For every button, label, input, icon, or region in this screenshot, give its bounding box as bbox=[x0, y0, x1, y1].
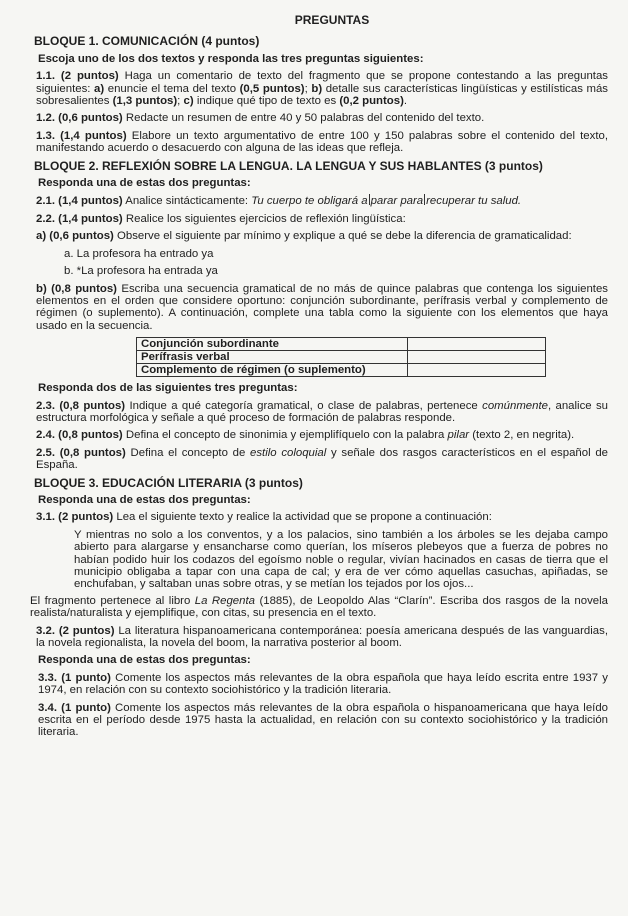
q11-text: ; bbox=[304, 82, 312, 95]
q34-number: 3.4. (1 punto) bbox=[38, 701, 111, 714]
q21-text: Analice sintácticamente: bbox=[122, 195, 252, 208]
option-a: a. La profesora ha entrado ya bbox=[64, 247, 214, 260]
question-2-3 bbox=[36, 400, 608, 425]
table-row bbox=[137, 351, 546, 364]
question-3-3 bbox=[38, 672, 608, 697]
question-2-2 bbox=[36, 213, 608, 225]
question-2-2-a bbox=[36, 230, 608, 242]
question-2-2-b bbox=[36, 283, 608, 333]
q33-number: 3.3. (1 punto) bbox=[38, 671, 111, 684]
q24-text: (texto 2, en negrita). bbox=[469, 429, 575, 442]
question-3-1 bbox=[36, 511, 608, 523]
q31-number: 3.1. (2 puntos) bbox=[36, 511, 114, 524]
block-3-instruction: Responda una de estas dos preguntas: bbox=[38, 493, 251, 506]
q23-text: , analice su estructura morfológica y señale a qué proceso de formación de palabras responde. bbox=[36, 399, 608, 424]
fragment-question bbox=[30, 595, 608, 620]
q11-c: c) bbox=[183, 95, 194, 108]
q23-word: comúnmente bbox=[482, 399, 548, 412]
qb-number: b) (0,8 puntos) bbox=[36, 282, 117, 295]
q21-sentence: recuperar tu salud. bbox=[426, 195, 522, 208]
elements-table bbox=[136, 337, 546, 377]
block-3-heading: BLOQUE 3. EDUCACIÓN LITERARIA (3 puntos) bbox=[34, 475, 303, 490]
block-3-instruction-2: Responda una de estas dos preguntas: bbox=[38, 654, 251, 667]
block-2-heading: BLOQUE 2. REFLEXIÓN SOBRE LA LENGUA. LA LENGUA Y SUS HABLANTES (3 puntos) bbox=[34, 158, 543, 173]
page-title: PREGUNTAS bbox=[294, 13, 370, 27]
handwritten-mark bbox=[424, 194, 425, 205]
question-3-2 bbox=[36, 625, 608, 650]
question-2-4 bbox=[36, 429, 608, 441]
q25-word: estilo coloquial bbox=[250, 446, 327, 459]
q11-b: b) bbox=[311, 82, 323, 95]
q32-number: 3.2. (2 puntos) bbox=[36, 624, 115, 637]
qa-number: a) (0,6 puntos) bbox=[36, 230, 114, 243]
question-1-1 bbox=[36, 70, 608, 107]
table-cell-label: Complemento de régimen (o suplemento) bbox=[137, 364, 408, 377]
q12-number: 1.2. (0,6 puntos) bbox=[36, 112, 123, 125]
q22-text: Realice los siguientes ejercicios de reflexión lingüística: bbox=[122, 212, 406, 225]
q11-points: (0,5 puntos) bbox=[239, 82, 305, 95]
q11-points: (0,2 puntos) bbox=[339, 95, 404, 108]
question-3-4 bbox=[38, 702, 608, 739]
q11-text: indique qué tipo de texto es bbox=[193, 95, 340, 108]
q11-a: a) bbox=[94, 82, 105, 95]
q23-number: 2.3. (0,8 puntos) bbox=[36, 399, 126, 412]
q25-number: 2.5. (0,8 puntos) bbox=[36, 446, 126, 459]
question-2-1 bbox=[36, 194, 608, 207]
question-1-3 bbox=[36, 130, 608, 155]
q11-text: Haga un comentario de texto del fragmento que se propone contestando a las preguntas siguientes: bbox=[36, 70, 608, 95]
q24-word: pilar bbox=[447, 429, 470, 442]
q25-text: Defina el concepto de bbox=[125, 446, 251, 459]
q11-points: (1,3 puntos) bbox=[112, 95, 178, 108]
q11-text: . bbox=[403, 95, 408, 108]
table-cell-empty bbox=[408, 351, 546, 364]
block-2-instruction: Responda una de estas dos preguntas: bbox=[38, 177, 251, 190]
q11-text: detalle sus características lingüísticas y estilísticas más sobresalientes bbox=[36, 82, 608, 108]
q11-text: ; bbox=[177, 95, 184, 108]
block-1-instruction: Escoja uno de los dos textos y responda las tres preguntas siguientes: bbox=[38, 52, 424, 65]
table-cell-empty bbox=[408, 364, 546, 377]
q21-sentence: parar para bbox=[370, 195, 424, 208]
q32-text: La literatura hispanoamericana contemporánea: poesía americana después de las vanguardias, la novela regionalista, la novela del boom, la narrativa posterior al boom. bbox=[36, 624, 608, 650]
block-2-instruction-2: Responda dos de las siguientes tres preguntas: bbox=[38, 382, 298, 395]
question-2-5 bbox=[36, 447, 608, 472]
q22-number: 2.2. (1,4 puntos) bbox=[36, 212, 123, 225]
qa-text: Observe el siguiente par mínimo y explique a qué se debe la diferencia de gramaticalidad: bbox=[113, 230, 572, 243]
qb-text: Escriba una secuencia gramatical de no más de quince palabras que contenga los siguientes elementos en el orden que considere oportuno: conjunción subordinante, perífrasis verbal y complemento de régimen (o suplemento). A continuación, complete una tabla como la siguiente con los elementos que haya usado en la secuencia. bbox=[36, 282, 608, 332]
q24-text: Defina el concepto de sinonimia y ejemplifíquelo con la palabra bbox=[122, 429, 448, 442]
block-1-heading: BLOQUE 1. COMUNICACIÓN (4 puntos) bbox=[34, 34, 260, 49]
q13-text: Elabore un texto argumentativo de entre 100 y 150 palabras sobre el contenido del texto, manifestando acuerdo o desacuerdo con alguna de las ideas que refleja. bbox=[36, 129, 608, 155]
frag-book-title: La Regenta bbox=[194, 594, 255, 607]
q11-text: enuncie el tema del texto bbox=[104, 82, 240, 95]
q34-text: Comente los aspectos más relevantes de la obra española o hispanoamericana que haya leído escrita en el período desde 1975 hasta la actualidad, en relación con su contexto sociohistórico y la tradición literaria. bbox=[38, 701, 609, 739]
table-row bbox=[137, 338, 546, 351]
q24-number: 2.4. (0,8 puntos) bbox=[36, 429, 123, 442]
frag-text: (1885), de Leopoldo Alas “Clarín”. Escriba dos rasgos de la novela realista/naturalista y ejemplifique, con citas, su presencia en el texto. bbox=[30, 594, 608, 620]
table-row bbox=[137, 364, 546, 377]
q12-text: Redacte un resumen de entre 40 y 50 palabras del contenido del texto. bbox=[122, 112, 485, 125]
question-1-2 bbox=[36, 112, 608, 124]
q11-number: 1.1. (2 puntos) bbox=[36, 70, 119, 83]
q21-sentence: Tu cuerpo te obligará a bbox=[251, 195, 368, 208]
option-b: b. *La profesora ha entrada ya bbox=[64, 265, 218, 278]
q33-text: Comente los aspectos más relevantes de la obra española que haya leído escrita entre 1937 y 1974, en relación con su contexto sociohistórico y la tradición literaria. bbox=[38, 671, 608, 697]
q25-text: y señale dos rasgos característicos en el español de España. bbox=[36, 446, 608, 472]
q31-text: Lea el siguiente texto y realice la actividad que se propone a continuación: bbox=[113, 511, 492, 524]
table-cell-label: Perífrasis verbal bbox=[137, 351, 408, 364]
q13-number: 1.3. (1,4 puntos) bbox=[36, 129, 127, 142]
frag-text: El fragmento pertenece al libro bbox=[30, 594, 195, 607]
handwritten-mark bbox=[369, 194, 370, 205]
q21-number: 2.1. (1,4 puntos) bbox=[36, 195, 123, 208]
table-cell-label: Conjunción subordinante bbox=[137, 338, 408, 351]
q23-text: Indique a qué categoría gramatical, o clase de palabras, pertenece bbox=[125, 399, 483, 412]
table-cell-empty bbox=[408, 338, 546, 351]
literary-quote: Y mientras no solo a los conventos, y a los palacios, sino también a los árboles se les dejaba campo abierto para alargarse y ensancharse como querían, los míseros plebeyos que a fuerza de pobres no habían podido huir los codazos del egoísmo noble o regular, vivían hacinados en casas de tierra que el municipio obligaba a tapar con una capa de cal; y era de ver cómo aquellas casuchas, apiñadas, se enchufaban, y saltaban unas sobre otras, y se metían los tejados por los ojos... bbox=[74, 528, 608, 591]
